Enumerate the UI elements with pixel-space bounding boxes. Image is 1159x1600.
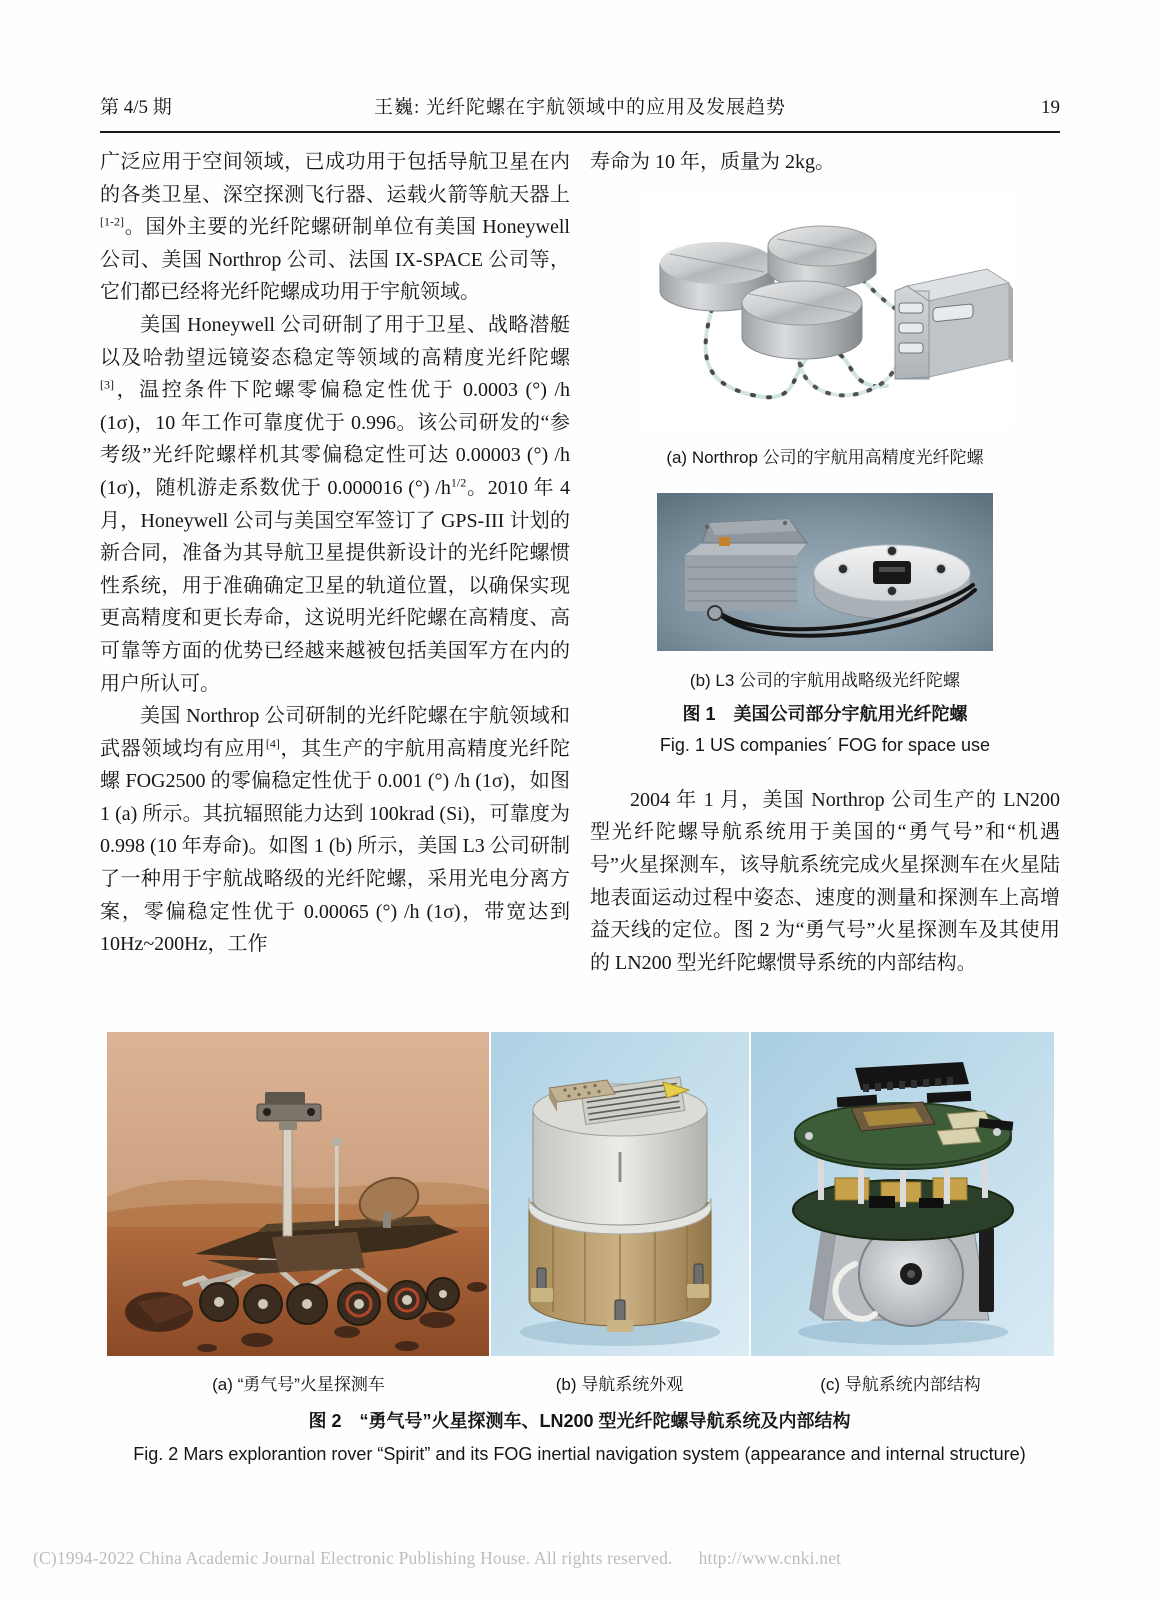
two-column-body: [100, 146, 1060, 979]
copyright-text: (C)1994-2022 China Academic Journal Electronic Publishing House. All rights reserved.: [33, 1548, 673, 1568]
paragraph-text: 。国外主要的光纤陀螺研制单位有美国 Honeywell 公司、美国 Northrop 公司、法国 IX-SPACE 公司等，它们都已经将光纤陀螺成功用于宇航领域。: [100, 216, 570, 304]
paragraph-text: 美国 Honeywell 公司研制了用于卫星、战略潜艇以及哈勃望远镜姿态稳定等领域的高精度光纤陀螺: [100, 313, 570, 369]
page-header: [100, 92, 1060, 133]
figure-2-caption-cn: 图 2 “勇气号”火星探测车、LN200 型光纤陀螺导航系统及内部结构: [308, 1411, 851, 1431]
nav-system-internal-photo: [751, 1032, 1054, 1356]
running-title: 王巍: 光纤陀螺在宇航领域中的应用及发展趋势: [373, 97, 787, 118]
exponent: 1/2: [450, 475, 467, 490]
publisher-url: http://www.cnki.net: [698, 1548, 842, 1568]
paragraph-text: 广泛应用于空间领域，已成功用于包括导航卫星在内的各类卫星、深空探测飞行器、运载火箭等航天器上: [100, 151, 570, 206]
figure-1b: [590, 493, 1060, 694]
figure-2-photos: [107, 1032, 1052, 1356]
fog-gyro-photo-a: [637, 191, 1013, 429]
citation-ref: [3]: [100, 377, 114, 392]
electronics-box: [895, 269, 1013, 379]
left-column: [100, 146, 570, 979]
fog-puck: [742, 281, 862, 359]
fog-puck: [768, 226, 876, 288]
ln200-internal-illustration: [751, 1032, 1054, 1356]
citation-ref: [1-2]: [100, 214, 124, 229]
citation-ref: [4]: [265, 736, 280, 751]
paragraph-text: 美国 Northrop 公司研制的光纤陀螺在宇航领域和武器领域均有应用: [100, 705, 570, 760]
page-number: 19: [1041, 97, 1060, 118]
nav-system-photo: [491, 1032, 749, 1356]
figure-1-caption-cn: 图 1 美国公司部分宇航用光纤陀螺: [682, 703, 968, 724]
figure-2-subcaptions: [107, 1370, 1052, 1395]
l3-fog-illustration: [657, 493, 993, 651]
northrop-fog-illustration: [637, 191, 1013, 429]
paragraph-4: [590, 784, 1060, 980]
figure-2c-caption: (c) 导航系统内部结构: [820, 1375, 981, 1394]
figure-2-caption-en: Fig. 2 Mars explorantion rover “Spirit” and its FOG inertial navigation system (appearance and internal structure): [133, 1444, 1026, 1464]
paragraph-text: 2004 年 1 月，美国 Northrop 公司生产的 LN200 型光纤陀螺导航系统用于美国的“勇气号”和“机遇号”火星探测车，该导航系统完成火星探测车在火星陆地表面运动过程中姿态、速度的测量和探测车上高增益天线的定位。图 2 为“勇气号”火星探测车及其使用的 LN200 型光纤陀螺惯导系统的内部结构。: [590, 788, 1060, 974]
canister: [529, 1077, 711, 1332]
copyright-footer: [33, 1548, 841, 1569]
ln200-canister-illustration: [491, 1032, 749, 1356]
figure-1a-caption: (a) Northrop 公司的宇航用高精度光纤陀螺: [666, 448, 984, 468]
figure-1a: [590, 191, 1060, 472]
mars-rover-illustration: [107, 1032, 489, 1356]
paragraph-1: [100, 146, 570, 309]
paragraph-text: ，其生产的宇航用高精度光纤陀螺 FOG2500 的零偏稳定性优于 0.001 (°) /h (1σ)，如图 1 (a) 所示。其抗辐照能力达到 100krad (Si)，可靠度为 0.998 (10 年寿命)。如图 1 (b) 所示，美国 L3 公司研制了一种用于宇航战略级的光纤陀螺，采用光电分离方案，零偏稳定性优于 0.00065 (°) /h (1σ)，带宽达到 10Hz~200Hz，工作: [100, 737, 571, 956]
issue-number: 第 4/5 期: [100, 97, 172, 118]
figure-2: [107, 1032, 1052, 1467]
mars-rover-photo: [107, 1032, 489, 1356]
paragraph-text: 寿命为 10 年，质量为 2kg。: [590, 151, 835, 173]
paragraph-2: [100, 309, 570, 700]
figure-1b-caption: (b) L3 公司的宇航用战略级光纤陀螺: [689, 670, 961, 690]
paragraph-continuation: [590, 146, 1060, 179]
figure-2b-caption: (b) 导航系统外观: [555, 1375, 684, 1394]
paragraph-text: 。2010 年 4 月，Honeywell 公司与美国空军签订了 GPS-III 计划的新合同，准备为其导航卫星提供新设计的光纤陀螺惯性系统，用于准确确定卫星的轨道位置，以确保实现更高精度和更长寿命，这说明光纤陀螺在高精度、高可靠等方面的优势已经越来越被包括美国军方在内的用户所认可。: [100, 476, 571, 695]
figure-2a-caption: (a) “勇气号”火星探测车: [212, 1375, 385, 1394]
cable-connector: [708, 606, 722, 620]
figure-1-caption-en: Fig. 1 US companies´ FOG for space use: [659, 734, 991, 755]
fog-gyro-photo-b: [657, 493, 993, 651]
right-column: [590, 146, 1060, 979]
paragraph-3: [100, 700, 570, 961]
paragraph-text: ，温控条件下陀螺零偏稳定性优于 0.0003 (°) /h (1σ)，10 年工作可靠度优于 0.996。该公司研发的“参考级”光纤陀螺样机其零偏稳定性可达 0.00003 (°) /h (1σ)，随机游走系数优于 0.000016 (°) /h: [100, 379, 570, 499]
